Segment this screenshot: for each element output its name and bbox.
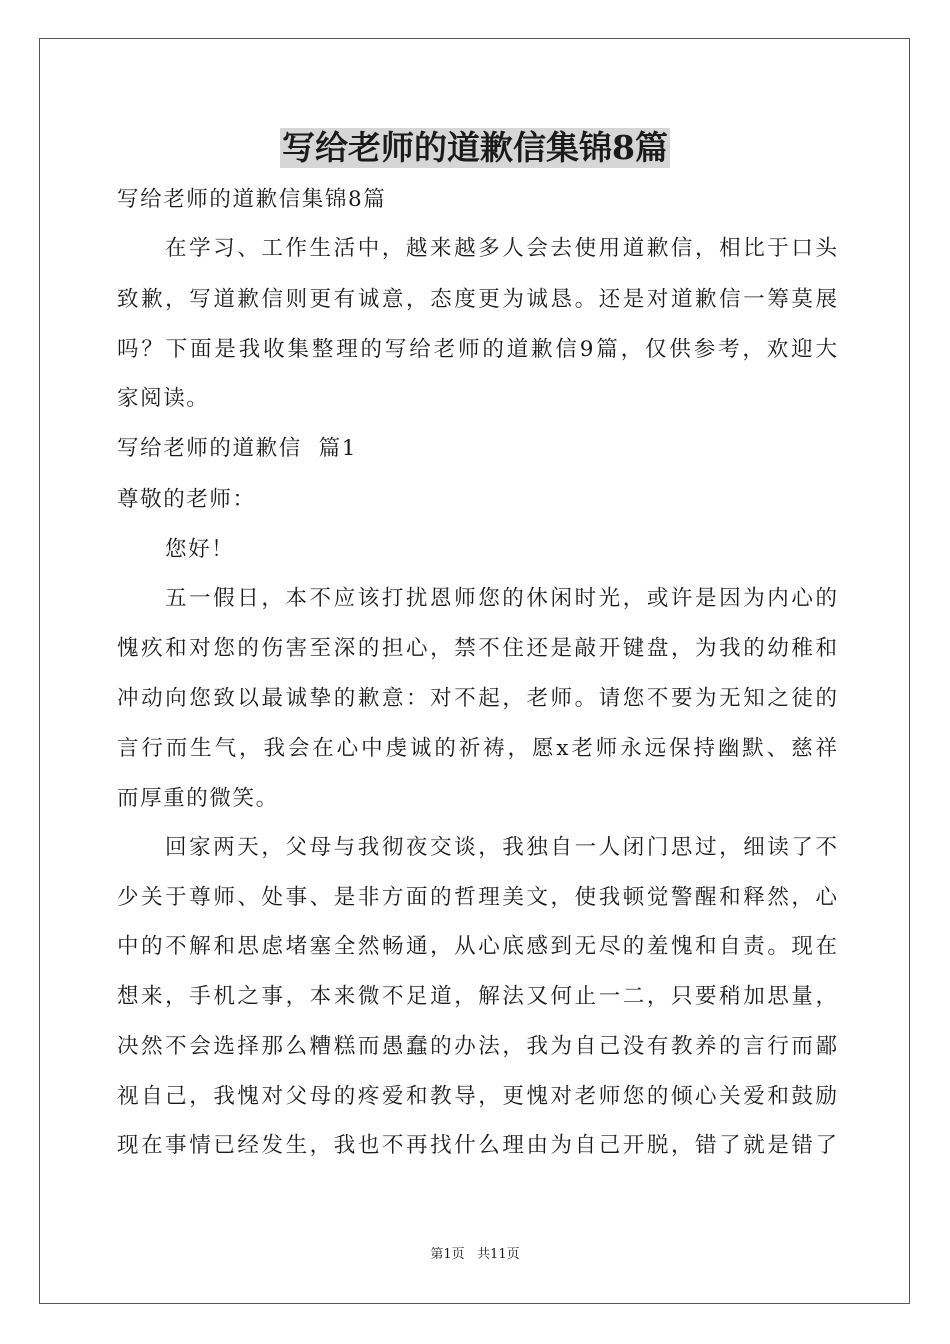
paragraph-line: 而厚重的微笑。: [117, 786, 279, 811]
greeting: 您好！: [165, 537, 235, 562]
paragraph-line: 少关于尊师、处事、是非方面的哲理美文，使我顿觉警醒和释然，心: [117, 885, 837, 910]
salutation: 尊敬的老师：: [117, 487, 256, 512]
document-title: 写给老师的道歉信集锦8篇: [282, 128, 668, 167]
paragraph-line: 想来，手机之事，本来微不足道，解法又何止一二，只要稍加思量，: [117, 984, 837, 1009]
page-border: [39, 38, 910, 1304]
intro-line: 家阅读。: [117, 386, 210, 411]
section-heading: 写给老师的道歉信 篇1: [117, 436, 358, 461]
paragraph-line: 中的不解和思虑堵塞全然畅通，从心底感到无尽的羞愧和自责。现在: [117, 934, 837, 959]
paragraph-line: 言行而生气，我会在心中虔诚的祈祷，愿x老师永远保持幽默、慈祥: [117, 736, 837, 761]
paragraph-line: 现在事情已经发生，我也不再找什么理由为自己开脱，错了就是错了: [117, 1133, 837, 1158]
intro-line: 致歉，写道歉信则更有诚意，态度更为诚恳。还是对道歉信一筹莫展: [117, 287, 837, 312]
page-footer: 第1页 共11页: [430, 1247, 520, 1262]
intro-line: 在学习、工作生活中，越来越多人会去使用道歉信，相比于口头: [165, 236, 837, 261]
paragraph-line: 决然不会选择那么糟糕而愚蠢的办法，我为自己没有教养的言行而鄙: [117, 1034, 837, 1059]
paragraph-line: 冲动向您致以最诚挚的歉意：对不起，老师。请您不要为无知之徒的: [117, 686, 837, 711]
paragraph-line: 视自己，我愧对父母的疼爱和教导，更愧对老师您的倾心关爱和鼓励: [117, 1084, 837, 1109]
paragraph-line: 回家两天，父母与我彻夜交谈，我独自一人闭门思过，细读了不: [165, 835, 837, 860]
paragraph-line: 五一假日，本不应该打扰恩师您的休闲时光，或许是因为内心的: [165, 586, 837, 611]
intro-line: 吗？下面是我收集整理的写给老师的道歉信9篇，仅供参考，欢迎大: [117, 337, 837, 362]
document-subtitle: 写给老师的道歉信集锦8篇: [117, 187, 387, 212]
title-container: [0, 128, 950, 168]
paragraph-line: 愧疚和对您的伤害至深的担心，禁不住还是敲开键盘，为我的幼稚和: [117, 636, 837, 661]
